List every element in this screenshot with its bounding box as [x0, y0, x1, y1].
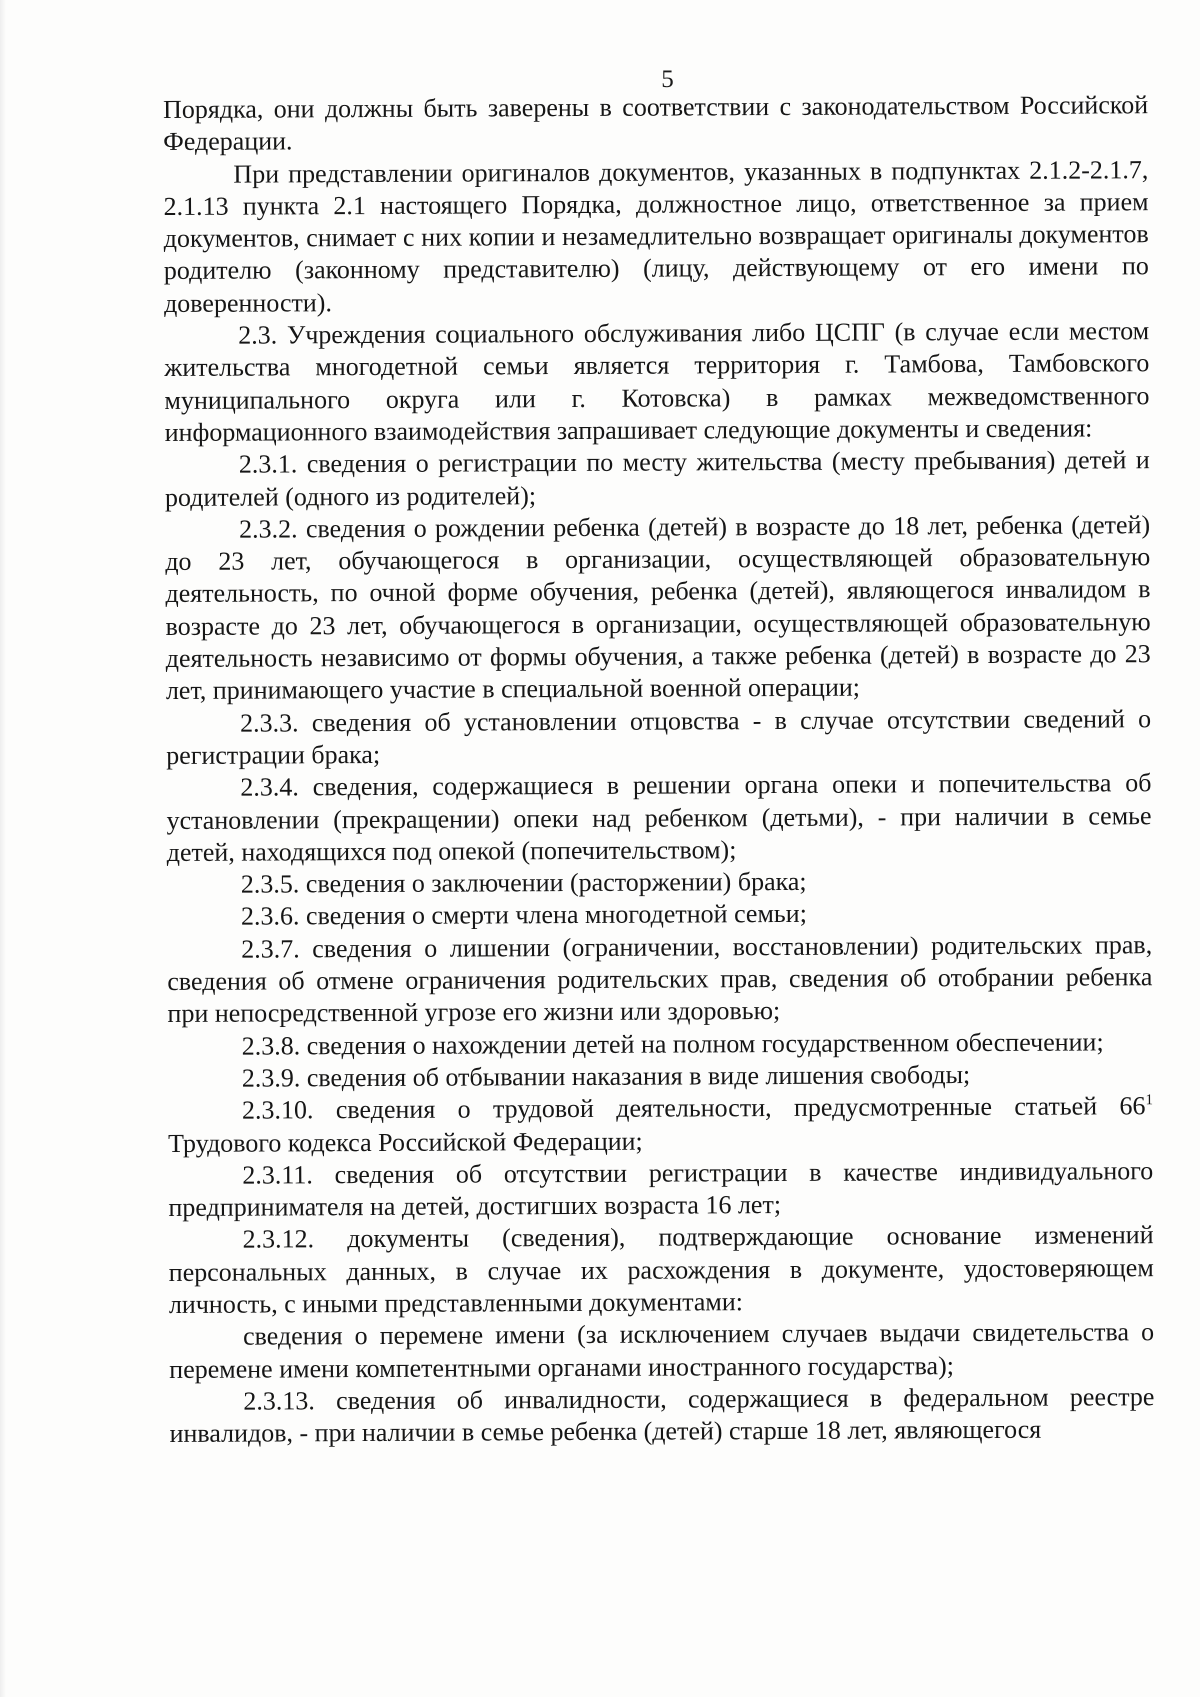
paragraph-2-3-2: 2.3.2. сведения о рождении ребенка (детей) в возрасте до 18 лет, ребенка (детей) до 23 лет, обучающегося в организации, осуществляющей образовательную деятельность, по очной форме обучения, ребенка (детей), являющегося инвалидом в возрасте до 23 лет, обучающегося в организации, осуществляющей образовательную деятельность независимо от формы обучения, а также ребенка (детей) в возрасте до 23 лет, принимающего участие в специальной военной операции;	[165, 510, 1151, 706]
paragraph-continuation: Порядка, они должны быть заверены в соответствии с законодательством Российской Федерации.	[163, 90, 1149, 157]
paragraph-2-3: 2.3. Учреждения социального обслуживания либо ЦСПГ (в случае если местом жительства многодетной семьи является территория г. Тамбова, Тамбовского муниципального округа или г. Котовска) в рамках межведомственного информационного взаимодействия запрашивает следующие документы и сведения:	[164, 316, 1150, 447]
paragraph-2-3-3: 2.3.3. сведения об установлении отцовства - в случае отсутствии сведений о регистрации брака;	[166, 703, 1152, 770]
page-number: 5	[661, 66, 674, 93]
paragraph-2-3-4: 2.3.4. сведения, содержащиеся в решении органа опеки и попечительства об установлении (прекращении) опеки над ребенком (детьми), - при наличии в семье детей, находящихся под опекой (попечительством);	[166, 768, 1152, 867]
paragraph-2-3-9: 2.3.9. сведения об отбывании наказания в виде лишения свободы;	[241, 1059, 971, 1093]
paragraph-2-3-10	[168, 1090, 1153, 1159]
paragraph-2-3-8: 2.3.8. сведения о нахождении детей на полном государственном обеспечении;	[241, 1027, 1104, 1061]
scan-edge-shadow	[0, 0, 6, 1697]
paragraph-2-3-12: 2.3.12. документы (сведения), подтверждающие основание изменений персональных данных, в случае их расхождения в документе, удостоверяющем личность, с иными представленными документами:	[168, 1220, 1154, 1319]
paragraph-originals: При представлении оригиналов документов, указанных в подпунктах 2.1.2-2.1.7, 2.1.13 пункта 2.1 настоящего Порядка, должностное лицо, ответственное за прием документов, снимает с них копии и незамедлительно возвращает оригиналы документов родителю (законному представителю) (лицу, действующему от его имени по доверенности).	[163, 154, 1149, 318]
paragraph-2-3-10-tail: Трудового кодекса Российской Федерации;	[168, 1126, 643, 1158]
paragraph-2-3-11: 2.3.11. сведения об отсутствии регистрации в качестве индивидуального предпринимателя на детей, достигших возраста 16 лет;	[168, 1155, 1154, 1223]
paragraph-name-change: сведения о перемене имени (за исключением случаев выдачи свидетельства о перемене имени компетентными органами иностранного государства);	[169, 1317, 1155, 1384]
paragraph-2-3-6: 2.3.6. сведения о смерти члена многодетной семьи;	[240, 899, 807, 932]
paragraph-2-3-13: 2.3.13. сведения об инвалидности, содержащиеся в федеральном реестре инвалидов, - при наличии в семье ребенка (детей) старше 18 лет, являющегося	[169, 1382, 1155, 1449]
article-superscript: 1	[1145, 1092, 1153, 1109]
paragraph-2-3-10-text: 2.3.10. сведения о трудовой деятельности, предусмотренные статьей 66	[241, 1091, 1146, 1125]
paragraph-2-3-7: 2.3.7. сведения о лишении (ограничении, восстановлении) родительских прав, сведения об отмене ограничения родительских прав, сведения об отобрании ребенка при непосредственной угрозе его жизни или здоровью;	[167, 929, 1153, 1029]
paragraph-2-3-1: 2.3.1. сведения о регистрации по месту жительства (месту пребывания) детей и родителей (одного из родителей);	[164, 445, 1150, 512]
document-body	[163, 89, 1155, 1450]
paragraph-2-3-5: 2.3.5. сведения о заключении (расторжении) брака;	[240, 866, 807, 899]
